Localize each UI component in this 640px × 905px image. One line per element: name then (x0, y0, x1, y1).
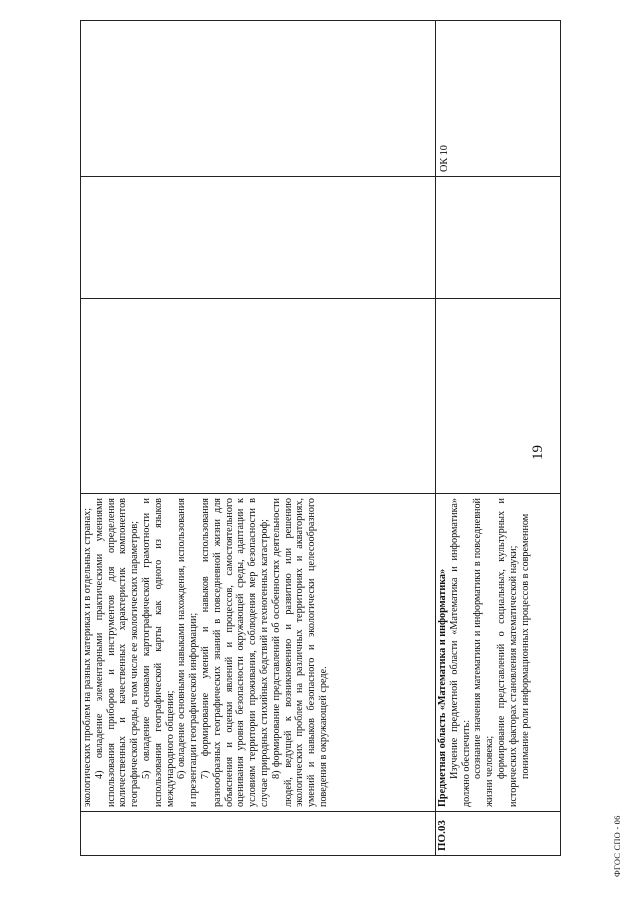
table-row (436, 21, 561, 856)
subject-area-heading: Предметная область «Математика и информатика» (437, 568, 448, 807)
content-paragraph: 8) формирование представлений об особенностях деятельности людей, ведущей к возникновению и развитию или решению экологических проблем на различных территориях и акваториях, умений и навыков безопасного и экологически целесообразного поведения в окружающей среде. (270, 498, 329, 807)
content-cell (436, 494, 561, 812)
content-paragraph: 4) овладение элементарными практическими умениями использования приборов и инструментов для определения количественных и качественных характеристик компонентов географической среды, в том числе ее экологических параметров; (93, 498, 141, 807)
content-paragraph: 5) овладение основами картографической грамотности и использования географической карты как одного из языков международного общения; (140, 498, 176, 807)
content-paragraph: экологических проблем на разных материках и в отдельных странах; (82, 507, 93, 807)
code-cell (81, 812, 436, 856)
content-cell (81, 494, 436, 812)
competency-code: ОК 10 (436, 21, 561, 177)
code-cell: ПО.03 (436, 812, 561, 856)
content-paragraph: 6) овладение основными навыками нахождения, использования и презентации географической информации; (176, 498, 200, 807)
footer-label: ФГОС СПО - 06 (612, 815, 622, 877)
table-row (81, 21, 436, 856)
content-paragraph: 7) формирование умений и навыков использования разнообразных географических знаний в повседневной жизни для объяснения и оценки явлений и процессов, самостоятельного оценивания уровня безопасности окружающей среды, адаптации к условиям территории проживания, соблюдения мер безопасности в случае природных стихийных бедствий и техногенных катастроф; (199, 498, 270, 807)
empty-cell (81, 177, 436, 299)
content-paragraph: осознание значения математики и информатики в повседневной жизни человека; (472, 498, 496, 807)
empty-cell (81, 21, 436, 177)
empty-cell (81, 299, 436, 494)
page-number: 19 (530, 445, 546, 460)
competency-table (80, 20, 561, 856)
content-paragraph: понимание роли информационных процессов в современном (519, 513, 531, 779)
empty-cell (436, 177, 561, 299)
content-paragraph: Изучение предметной области «Математика и информатика» должно обеспечить: (448, 498, 472, 807)
content-paragraph: формирование представлений о социальных, культурных и исторических факторах становления математической науки; (495, 498, 519, 807)
empty-cell (436, 299, 561, 494)
